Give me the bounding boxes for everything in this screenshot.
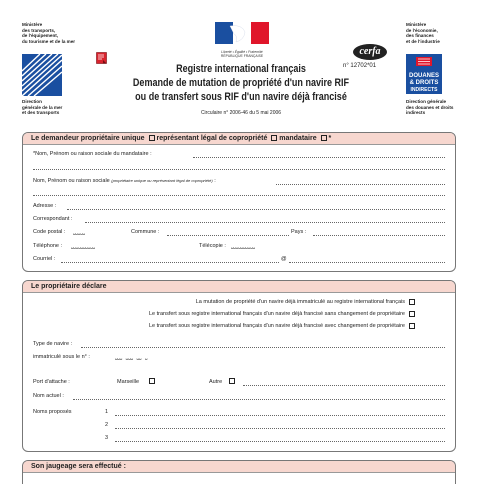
cerfa-logo: cerfa <box>353 44 387 60</box>
section-demandeur <box>22 132 456 272</box>
section-jaugeage <box>22 460 456 484</box>
title-line-3: ou de transfert sous RIF d'un navire déjà francisé <box>135 91 347 103</box>
checkbox-decl-transfert-avec[interactable] <box>409 323 415 329</box>
cerfa-number: n° 12702*01 <box>343 63 377 69</box>
checkbox-mandataire[interactable] <box>321 135 327 141</box>
marianne-motto: Liberté • Égalité • Fraternité <box>221 50 263 54</box>
field-correspondant[interactable] <box>85 222 445 223</box>
field-telephone[interactable]: ⎵⎵⎵⎵⎵⎵⎵⎵⎵⎵ <box>71 242 96 249</box>
label-pays: Pays : <box>291 229 307 235</box>
douanes-emblem-icon <box>406 54 442 68</box>
field-nom-propose-3[interactable] <box>115 441 445 442</box>
label-mandataire: *Nom, Prénom ou raison sociale du mandataire : <box>33 151 152 157</box>
decl-transfert-sans: Le transfert sous registre international français d'un navire déjà francisé sans changement de propriétaire <box>148 311 405 317</box>
checkbox-autre[interactable] <box>229 378 235 384</box>
label-nom-small: (propriétaire unique ou représentant légal de copropriété) <box>111 178 213 183</box>
field-commune[interactable] <box>167 235 289 236</box>
number-3: 3 <box>105 435 109 441</box>
section-proprietaire-declare <box>22 280 456 452</box>
number-2: 2 <box>105 422 109 428</box>
head-star: * <box>328 135 332 142</box>
form-title <box>125 62 356 104</box>
section-jaugeage-header: Son jaugeage sera effectué : <box>23 461 455 473</box>
direction-left-label: Direction générale de la mer et des transports <box>22 99 63 116</box>
head-proprietaire-unique: Le demandeur propriétaire unique <box>31 135 145 142</box>
label-telephone: Téléphone : <box>33 243 63 249</box>
number-1: 1 <box>105 409 109 415</box>
checkbox-representant-legal[interactable] <box>271 135 277 141</box>
at-sign: @ <box>281 256 287 262</box>
field-immatricule[interactable]: ⎵⎵⎵ ⎵⎵⎵ ⎵⎵ ⎵ <box>115 353 148 360</box>
field-courriel-domain[interactable] <box>289 262 445 263</box>
direction-right-label: Direction générale des douanes et droits indirects <box>406 99 454 116</box>
checkbox-decl-mutation[interactable] <box>409 299 415 305</box>
label-marseille: Marseille <box>117 379 140 385</box>
title-line-2: Demande de mutation de propriété d'un navire RIF <box>132 77 350 89</box>
decl-mutation: La mutation de propriété d'un navire déjà immatriculé au registre international français <box>195 299 405 305</box>
head-mandataire: mandataire <box>279 135 317 142</box>
label-type-navire: Type de navire : <box>33 341 73 347</box>
label-immatricule: immatriculé sous le n° : <box>33 354 90 360</box>
field-nom-propose-2[interactable] <box>115 428 445 429</box>
label-nom <box>33 178 216 184</box>
field-pays[interactable] <box>313 235 445 236</box>
field-nom-actuel[interactable] <box>73 399 445 400</box>
decl-transfert-avec: Le transfert sous registre international français d'un navire déjà francisé avec changement de propriétaire <box>148 323 405 329</box>
field-courriel-user[interactable] <box>61 262 279 263</box>
label-adresse: Adresse : <box>33 203 57 209</box>
field-port-autre[interactable] <box>243 385 445 386</box>
ministry-left-label: Ministère des transports, de l'équipement, du tourisme et de la mer <box>22 22 76 44</box>
label-port-attache: Port d'attache : <box>33 379 70 385</box>
checkbox-decl-transfert-sans[interactable] <box>409 311 415 317</box>
checkbox-proprietaire-unique[interactable] <box>149 135 155 141</box>
label-correspondant: Correspondant : <box>33 216 73 222</box>
field-telecopie[interactable]: ⎵⎵⎵⎵⎵⎵⎵⎵⎵⎵ <box>231 242 256 249</box>
label-courriel: Courriel : <box>33 256 56 262</box>
ministry-right-label: Ministère de l'économie, des finances et de l'industrie <box>406 22 440 44</box>
label-nom-colon: : <box>214 178 216 184</box>
label-nom-actuel: Nom actuel : <box>33 393 64 399</box>
douanes-logo <box>406 54 442 94</box>
head-representant: représentant légal de copropriété <box>156 135 268 142</box>
label-code-postal: Code postal : <box>33 229 66 235</box>
red-document-icon <box>96 51 108 63</box>
field-mandataire[interactable] <box>193 157 445 158</box>
label-autre: Autre <box>209 379 223 385</box>
field-adresse[interactable] <box>67 209 445 210</box>
checkbox-marseille[interactable] <box>149 378 155 384</box>
field-mandataire-2[interactable] <box>33 169 445 170</box>
marianne-logo <box>212 22 272 56</box>
field-type-navire[interactable] <box>81 347 445 348</box>
field-code-postal[interactable]: ⎵⎵⎵⎵⎵ <box>73 228 86 235</box>
label-telecopie: Télécopie : <box>199 243 226 249</box>
label-noms-proposes: Noms proposés <box>33 409 72 415</box>
douanes-line-1: DOUANES <box>408 73 439 79</box>
label-commune: Commune : <box>131 229 160 235</box>
field-nom-propose-1[interactable] <box>115 415 445 416</box>
ministry-transport-logo <box>22 54 62 96</box>
douanes-line-3: INDIRECTS <box>410 87 438 93</box>
label-nom-text: Nom, Prénom ou raison sociale <box>33 178 110 184</box>
circular-reference: Circulaire n° 2006-46 du 5 mai 2006 <box>200 110 282 116</box>
section-demandeur-header <box>23 133 455 145</box>
section-declare-header: Le propriétaire déclare <box>23 281 455 293</box>
field-nom-2[interactable] <box>33 195 445 196</box>
field-nom[interactable] <box>276 184 445 185</box>
douanes-line-2: & DROITS <box>409 80 439 86</box>
marianne-republique: RÉPUBLIQUE FRANÇAISE <box>220 54 264 58</box>
title-line-1: Registre international français <box>176 63 306 75</box>
